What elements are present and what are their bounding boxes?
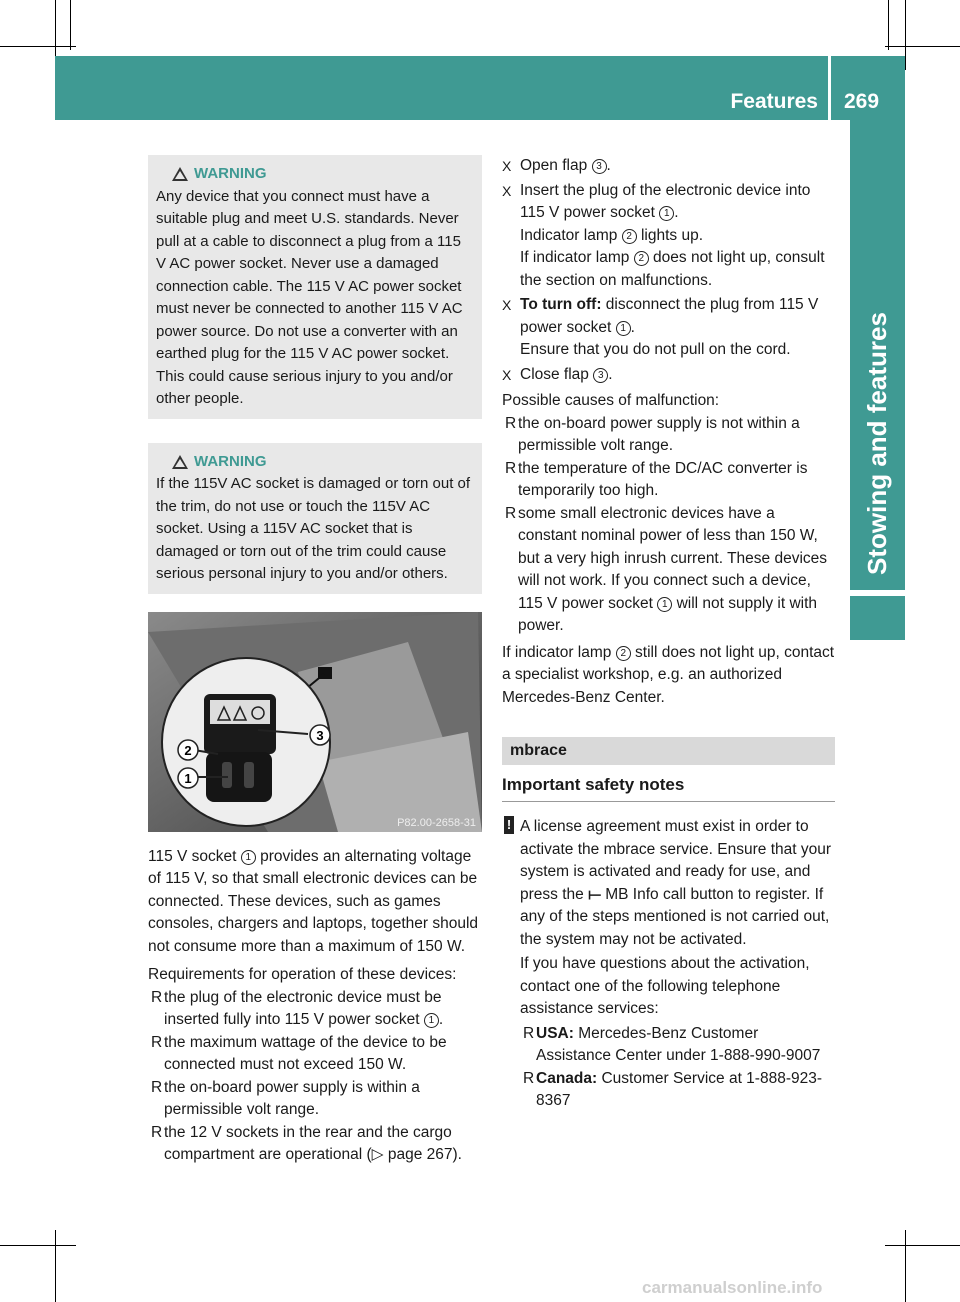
country-label: USA: [536, 1024, 574, 1042]
warning-box [148, 443, 482, 594]
figure-code: P82.00-2658-31 [397, 816, 476, 829]
subsection-heading: Important safety notes [502, 775, 835, 802]
list-item: R Canada: Customer Service at 1-888-923-8367 [523, 1069, 823, 1109]
crop-mark [0, 46, 76, 47]
step-arrow-icon: X [502, 182, 512, 199]
warning-heading [156, 451, 472, 474]
text-run: Indicator lamp [520, 226, 622, 244]
right-column [502, 155, 835, 1113]
text-run: provides an alternating voltage of 115 V, so that small electronic devices can be connected. These devices, such as games consoles, chargers and laptops, together should not consume more than a maximum of 150 W. [148, 847, 479, 955]
instruction-step: X Open flap 3 . [502, 155, 835, 178]
callout-3: 3 [316, 727, 324, 743]
text-run: the plug of the electronic device must be inserted fully into 115 V power socket [164, 988, 442, 1028]
left-column [148, 155, 482, 1167]
exclamation-icon: ! [504, 816, 514, 834]
text-run: If indicator lamp [520, 249, 634, 266]
warning-triangle-icon [172, 167, 188, 181]
text-run: 115 V socket [148, 847, 241, 865]
callout-3-icon: 3 [593, 368, 608, 383]
causes-heading: Possible causes of malfunction: [502, 392, 720, 409]
callout-2-icon: 2 [622, 229, 637, 244]
requirements-heading: Requirements for operation of these devices: [148, 966, 457, 983]
phone-bar-icon: ⟝ [588, 885, 601, 903]
callout-1-icon: 1 [657, 597, 672, 612]
text-run: disconnect the plug from 115 V power socket [520, 296, 819, 336]
instruction-step: X To turn off: disconnect the plug from 115 V power socket 1 . Ensure that you do not pull on the cord. [502, 296, 819, 358]
warning-text: If the 115V AC socket is damaged or torn out of the trim, do not use or touch the 115V AC socket. Using a 115V AC socket that is damaged or torn out of the trim could cause serious personal injury to you and/or others. [156, 475, 471, 582]
text-run: the maximum wattage of the device to be connected must not exceed 150 W. [164, 1033, 447, 1073]
text-run: does not light up, consult the section on malfunctions. [520, 249, 825, 289]
page-reference[interactable]: the 12 V sockets in the rear and the cargo compartment are operational (▷ page 267). [164, 1123, 462, 1163]
text-run: still does not light up, contact a specialist workshop, e.g. an authorized Mercedes-Benz Center. [502, 643, 835, 706]
callout-2-icon: 2 [634, 251, 649, 266]
text-run: lights up. [636, 226, 704, 244]
list-item: R the temperature of the DC/AC converter is temporarily too high. [505, 459, 808, 499]
crop-mark [905, 1230, 906, 1302]
chapter-marker [850, 596, 905, 640]
callout-1: 1 [184, 770, 192, 786]
callout-1-icon: 1 [241, 850, 256, 865]
lamp-note [502, 642, 835, 710]
callout-2-icon: 2 [616, 646, 631, 661]
warning-heading-text: WARNING [194, 165, 267, 182]
warning-heading [156, 163, 472, 186]
header-title: Features [730, 90, 818, 113]
watermark: carmanualsonline.info [642, 1278, 823, 1297]
text-run: Ensure that you do not pull on the cord. [520, 341, 791, 358]
text-run: If indicator lamp [502, 643, 616, 661]
crop-mark [55, 1230, 56, 1302]
crop-mark [885, 46, 960, 47]
instruction-step: X Close flap 3 . [502, 364, 835, 387]
text-run: will not supply it with power. [518, 594, 818, 634]
list-item: R some small electronic devices have a constant nominal power of less than 150 W, but a very high inrush current. These devices will not work. If you connect such a device, 115 V power socket 1 will not supply it with power. [505, 504, 828, 634]
warning-box [148, 155, 482, 419]
page-number: 269 [844, 90, 880, 113]
list-item: R the on-board power supply is within a permissible volt range. [151, 1078, 420, 1118]
country-label: Canada: [536, 1069, 598, 1087]
text-run: the on-board power supply is within a permissible volt range. [164, 1078, 420, 1118]
list-item: R the on-board power supply is not within a permissible volt range. [505, 414, 800, 454]
text-run: Insert the plug of the electronic device into 115 V power socket [520, 181, 811, 221]
callout-1-icon: 1 [659, 206, 674, 221]
callout-3-icon: 3 [592, 159, 607, 174]
callout-2: 2 [184, 742, 192, 758]
crop-mark [0, 1245, 76, 1246]
socket-description [148, 846, 482, 959]
crop-mark [70, 0, 71, 50]
text-run: MB Info call button to register. If any of the steps mentioned is not carried out, the system may not be activated. [520, 885, 830, 948]
text-run: Customer Service at 1-888-923-8367 [536, 1069, 823, 1109]
list-item: R USA: Mercedes-Benz Customer Assistance Center under 1-888-990-9007 [523, 1024, 821, 1064]
text-run: the temperature of the DC/AC converter is temporarily too high. [518, 459, 808, 499]
crop-mark [885, 1245, 960, 1246]
crop-mark [905, 0, 906, 70]
step-arrow-icon: X [502, 366, 512, 383]
text-run: A license agreement must exist in order to activate the mbrace service. Ensure that your system is activated and ready for use, and press the [520, 818, 832, 903]
text-run: Mercedes-Benz Customer Assistance Center under 1-888-990-9007 [536, 1024, 821, 1064]
warning-text: Any device that you connect must have a suitable plug and meet U.S. standards. Never pull at a cable to disconnect a plug from a 115 V AC power socket. Never use a damaged connection cable. The 115 V AC power socket must never be connected to another 115 V AC power source. Do not use a converter with an earthed plug for the 115 V AC power socket. This could cause serious injury to you and/or other people. [156, 187, 463, 407]
step-arrow-icon: X [502, 297, 512, 313]
text-run: Open flap [520, 157, 592, 174]
text-run: Close flap [520, 365, 594, 383]
text-run: If you have questions about the activation, contact one of the following telephone assistance services: [520, 955, 810, 1017]
list-item: R the maximum wattage of the device to be connected must not exceed 150 W. [151, 1033, 447, 1073]
cargo-socket-illustration [148, 612, 482, 832]
text-run: some small electronic devices have a constant nominal power of less than 150 W, but a very high inrush current. These devices will not work. If you connect such a device, 115 V power socket [518, 504, 828, 612]
header-divider [828, 56, 831, 120]
callout-1-icon: 1 [424, 1013, 439, 1028]
crop-mark [888, 0, 889, 50]
text-run: the on-board power supply is not within a permissible volt range. [518, 414, 800, 454]
warning-heading-text: WARNING [194, 452, 267, 470]
callout-1-icon: 1 [616, 321, 631, 336]
step-arrow-icon: X [502, 158, 512, 174]
section-heading: mbrace [502, 737, 835, 765]
instruction-step: X Insert the plug of the electronic device into 115 V power socket 1 . Indicator lamp 2 lights up. If indicator lamp 2 does not light up, consult the section on malfunctions. [502, 181, 825, 289]
step-label: To turn off: [520, 296, 602, 313]
chapter-tab-label: Stowing and features [862, 312, 892, 575]
safety-note [502, 816, 835, 1113]
list-item[interactable]: R the 12 V sockets in the rear and the cargo compartment are operational (▷ page 267). [151, 1123, 462, 1163]
list-item: R the plug of the electronic device must be inserted fully into 115 V power socket 1 . [151, 988, 444, 1028]
socket-figure [148, 612, 482, 832]
warning-triangle-icon [172, 455, 188, 469]
